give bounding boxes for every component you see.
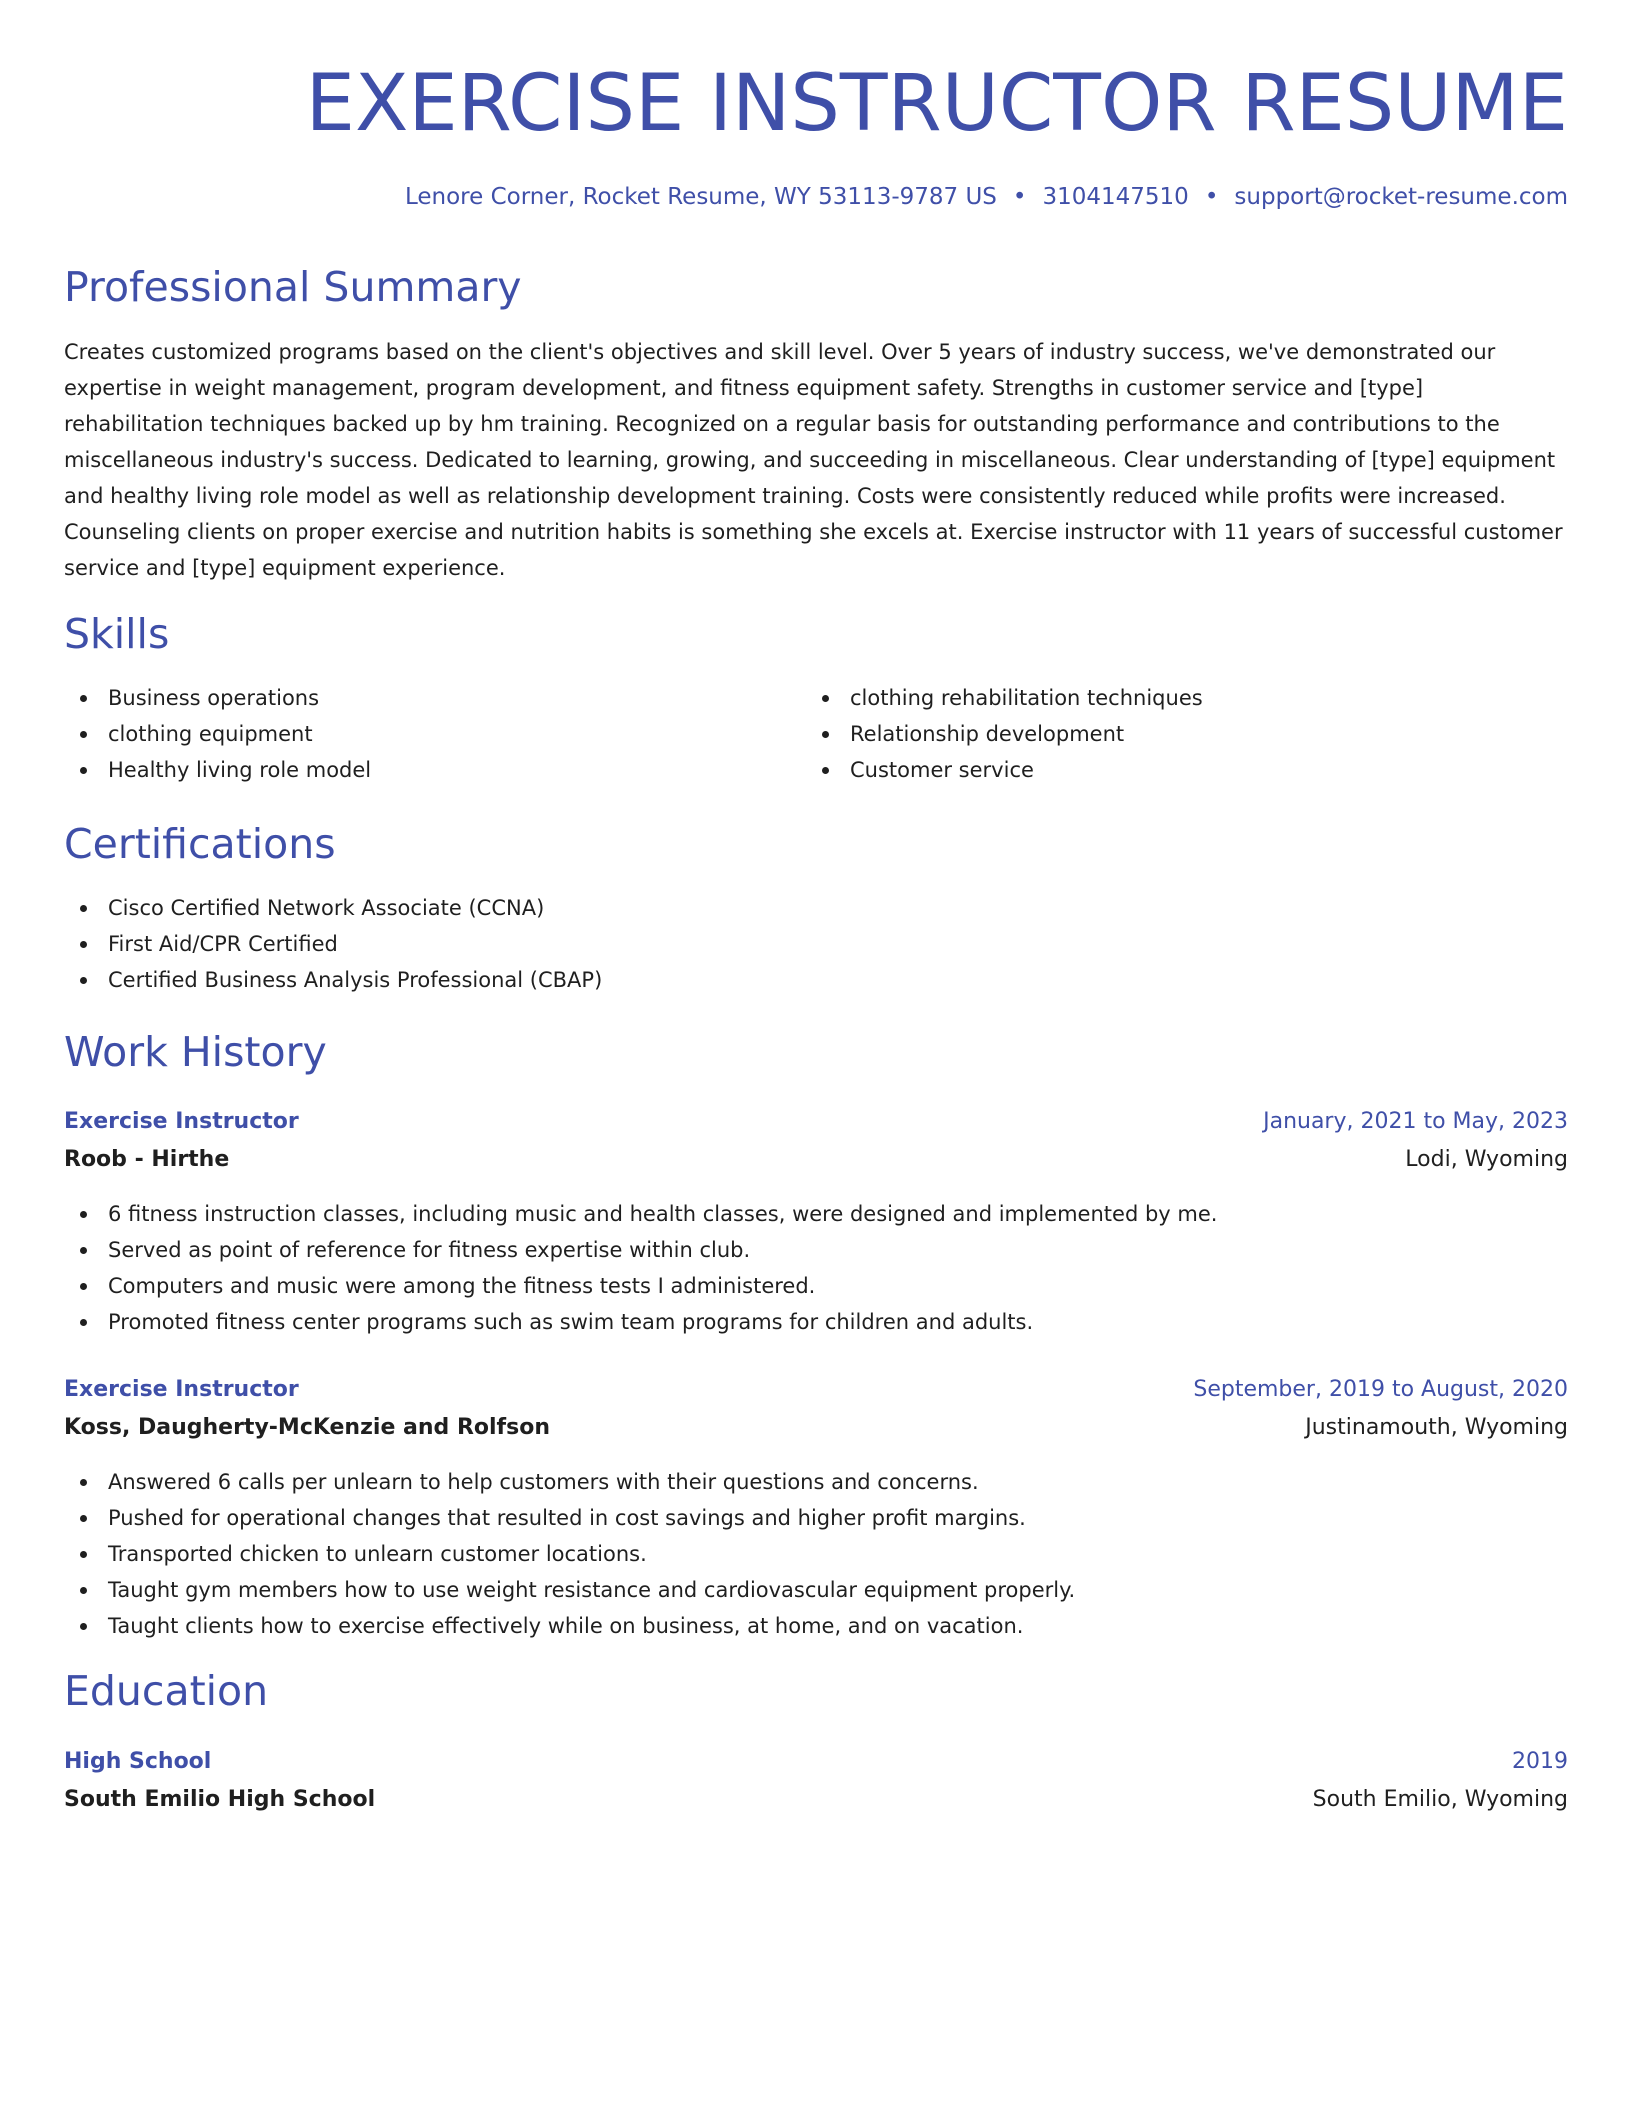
- section-title-skills: Skills: [64, 610, 170, 658]
- certification-item: Cisco Certified Network Associate (CCNA): [64, 890, 602, 926]
- job-employer: Roob - Hirthe: [64, 1147, 230, 1172]
- skill-item: Relationship development: [806, 716, 1203, 752]
- education-degree: High School: [64, 1749, 212, 1774]
- section-title-certifications: Certifications: [64, 820, 336, 868]
- contact-separator: •: [1204, 184, 1219, 210]
- job-bullet: Taught clients how to exercise effectively while on business, at home, and on vacation.: [64, 1608, 1075, 1644]
- job-bullet: 6 fitness instruction classes, including music and health classes, were designed and implemented by me.: [64, 1196, 1217, 1232]
- resume-title: EXERCISE INSTRUCTOR RESUME: [305, 59, 1568, 149]
- certifications-list: [64, 890, 602, 998]
- job-location: Lodi, Wyoming: [1405, 1147, 1568, 1172]
- section-title-summary: Professional Summary: [64, 263, 522, 311]
- job-employer-row: [64, 1142, 1568, 1178]
- job-bullet: Transported chicken to unlearn customer locations.: [64, 1536, 1075, 1572]
- contact-email: support@rocket-resume.com: [1234, 184, 1568, 210]
- skill-item: Customer service: [806, 752, 1203, 788]
- contact-separator: •: [1012, 184, 1027, 210]
- contact-address: Lenore Corner, Rocket Resume, WY 53113-9787 US: [404, 184, 997, 210]
- job-dates: September, 2019 to August, 2020: [1193, 1377, 1568, 1402]
- job-header-row: [64, 1104, 1568, 1140]
- job-location: Justinamouth, Wyoming: [1305, 1415, 1568, 1440]
- skill-item: clothing equipment: [64, 716, 371, 752]
- skill-item: Business operations: [64, 680, 371, 716]
- skill-item: clothing rehabilitation techniques: [806, 680, 1203, 716]
- education-header-row: [64, 1744, 1568, 1780]
- job-title: Exercise Instructor: [64, 1109, 299, 1134]
- education-location: South Emilio, Wyoming: [1312, 1787, 1568, 1812]
- job-employer: Koss, Daugherty-McKenzie and Rolfson: [64, 1415, 550, 1440]
- skills-list-right: [806, 680, 1203, 788]
- job-title: Exercise Instructor: [64, 1377, 299, 1402]
- contact-line: [405, 180, 1568, 214]
- job-bullets: [64, 1196, 1217, 1340]
- job-bullet: Pushed for operational changes that resulted in cost savings and higher profit margins.: [64, 1500, 1075, 1536]
- skill-item: Healthy living role model: [64, 752, 371, 788]
- job-bullet: Taught gym members how to use weight resistance and cardiovascular equipment properly.: [64, 1572, 1075, 1608]
- education-school: South Emilio High School: [64, 1787, 376, 1812]
- job-header-row: [64, 1372, 1568, 1408]
- job-bullet: Computers and music were among the fitness tests I administered.: [64, 1268, 1217, 1304]
- job-employer-row: [64, 1410, 1568, 1446]
- education-school-row: [64, 1782, 1568, 1818]
- job-bullet: Answered 6 calls per unlearn to help customers with their questions and concerns.: [64, 1464, 1075, 1500]
- summary-text: Creates customized programs based on the client's objectives and skill level. Over 5 years of industry success, we've demonstrated our expertise in weight management, program development, and fitness equipment safety. Strengths in customer service and [type] rehabilitation techniques backed up by hm training. Recognized on a regular basis for outstanding performance and contributions to the miscellaneous industry's success. Dedicated to learning, growing, and succeeding in miscellaneous. Clear understanding of [type] equipment and healthy living role model as well as relationship development training. Costs were consistently reduced while profits were increased. Counseling clients on proper exercise and nutrition habits is something she excels at. Exercise instructor with 11 years of successful customer service and [type] equipment experience.: [64, 340, 1563, 580]
- certification-item: First Aid/CPR Certified: [64, 926, 602, 962]
- section-title-education: Education: [64, 1667, 269, 1715]
- job-dates: January, 2021 to May, 2023: [1263, 1109, 1568, 1134]
- job-bullet: Served as point of reference for fitness expertise within club.: [64, 1232, 1217, 1268]
- skills-list-left: [64, 680, 371, 788]
- section-title-work-history: Work History: [64, 1028, 327, 1076]
- contact-phone: 3104147510: [1042, 184, 1189, 210]
- education-year: 2019: [1512, 1749, 1568, 1774]
- job-bullet: Promoted fitness center programs such as swim team programs for children and adults.: [64, 1304, 1217, 1340]
- certification-item: Certified Business Analysis Professional (CBAP): [64, 962, 602, 998]
- job-bullets: [64, 1464, 1075, 1644]
